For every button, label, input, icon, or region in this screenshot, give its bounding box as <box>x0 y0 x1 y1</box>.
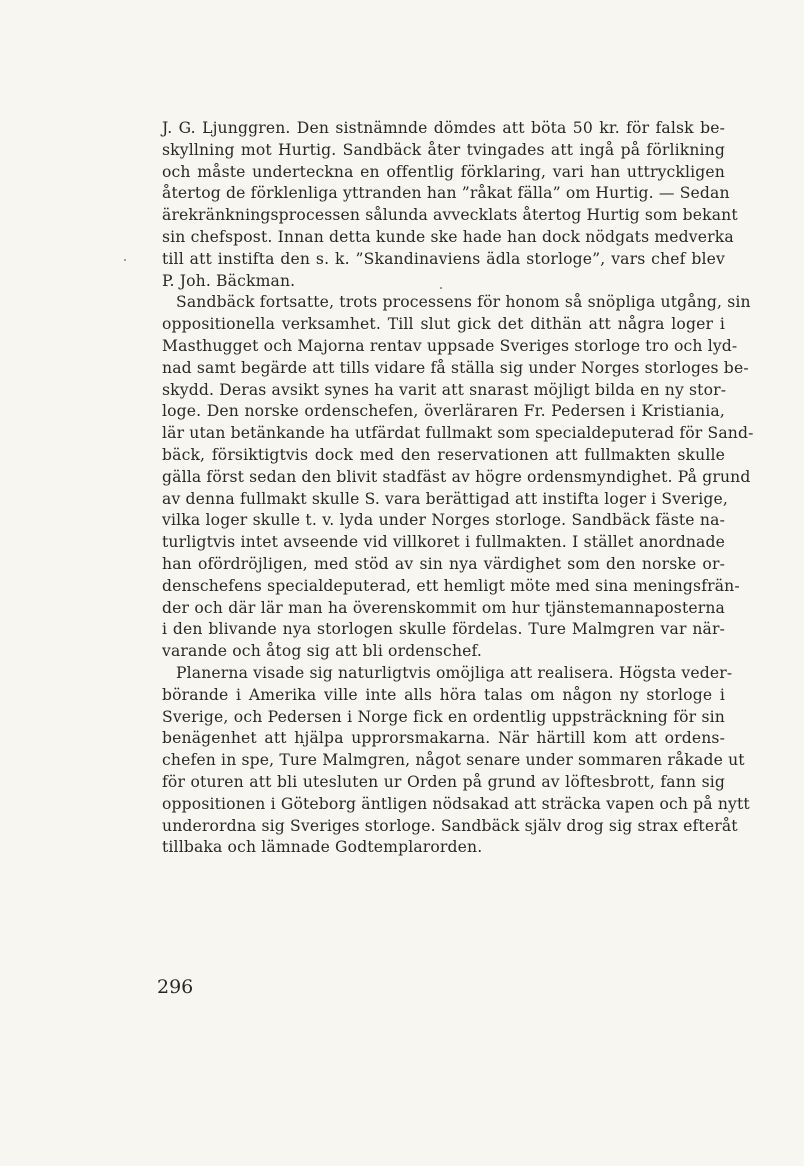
text-line: sin chefspost. Innan detta kunde ske hade han dock nödgats medverka <box>162 227 734 246</box>
text-line: skyllning mot Hurtig. Sandbäck åter tvingades att ingå på förlikning <box>162 140 725 159</box>
text-line: Masthugget och Majorna rentav uppsade Sveriges storloge tro och lyd- <box>162 336 738 355</box>
text-line: för oturen att bli utesluten ur Orden på grund av löftesbrott, fann sig <box>162 772 725 791</box>
text-line: Planerna visade sig naturligtvis omöjliga att realisera. Högsta veder- <box>176 663 733 682</box>
text-line: i den blivande nya storlogen skulle fördelas. Ture Malmgren var när- <box>162 620 725 639</box>
text-line: skydd. Deras avsikt synes ha varit att snarast möjligt bilda en ny stor- <box>162 380 727 399</box>
paragraph-1 <box>162 118 738 292</box>
text-line: ärekränkningsprocessen sålunda avvecklats återtog Hurtig som bekant <box>162 206 738 225</box>
text-line: Sverige, och Pedersen i Norge fick en ordentlig uppsträckning för sin <box>162 707 725 726</box>
text-line: varande och åtog sig att bli ordenschef. <box>162 642 482 661</box>
text-line: tillbaka och lämnade Godtemplarorden. <box>162 838 483 857</box>
text-line: oppositionella verksamhet. Till slut gick det dithän att några loger i <box>162 315 725 334</box>
text-line: och måste underteckna en offentlig förklaring, vari han uttryckligen <box>162 162 725 181</box>
text-line: återtog de förklenliga yttranden han ”råkat fälla” om Hurtig. — Sedan <box>162 184 730 203</box>
text-line: bäck, försiktigtvis dock med den reservationen att fullmakten skulle <box>162 445 725 464</box>
text-line: vilka loger skulle t. v. lyda under Norges storloge. Sandbäck fäste na- <box>162 511 725 530</box>
paragraph-2 <box>162 292 754 663</box>
text-line: J. G. Ljunggren. Den sistnämnde dömdes att böta 50 kr. för falsk be- <box>162 119 725 137</box>
text-line: loge. Den norske ordenschefen, överläraren Fr. Pedersen i Kristiania, <box>162 402 725 421</box>
text-line: benägenhet att hjälpa upprorsmakarna. När härtill kom att ordens- <box>162 729 725 748</box>
text-line: chefen in spe, Ture Malmgren, något senare under sommaren råkade ut <box>162 751 745 770</box>
text-line: till att instifta den s. k. ”Skandinaviens ädla storloge”, vars chef blev <box>162 249 725 268</box>
text-line: denschefens specialdeputerad, ett hemligt möte med sina meningsfrän- <box>162 576 740 595</box>
text-line: nad samt begärde att tills vidare få ställa sig under Norges storloges be- <box>162 358 749 377</box>
text-line: underordna sig Sveriges storloge. Sandbäck själv drog sig strax efteråt <box>162 816 738 835</box>
text-line: av denna fullmakt skulle S. vara berättigad att instifta loger i Sverige, <box>162 489 728 508</box>
text-line: lär utan betänkande ha utfärdat fullmakt som specialdeputerad för Sand- <box>162 424 754 443</box>
text-line: börande i Amerika ville inte alls höra talas om någon ny storloge i <box>162 685 725 704</box>
page-number: 296 <box>157 976 194 998</box>
paper-speck <box>440 287 442 289</box>
text-line: der och där lär man ha överenskommit om hur tjänstemannaposterna <box>162 598 725 617</box>
body-text <box>162 118 754 859</box>
text-line: oppositionen i Göteborg äntligen nödsakad att sträcka vapen och på nytt <box>162 794 750 813</box>
text-line: han ofördröjligen, med stöd av sin nya värdighet som den norske or- <box>162 554 725 573</box>
text-line: turligtvis intet avseende vid villkoret i fullmakten. I stället anordnade <box>162 533 725 552</box>
paragraph-3 <box>162 663 750 859</box>
paper-speck <box>124 259 126 261</box>
text-line: Sandbäck fortsatte, trots processens för honom så snöpliga utgång, sin <box>176 293 751 312</box>
text-line: gälla först sedan den blivit stadfäst av högre ordensmyndighet. På grund <box>162 467 751 486</box>
text-line: P. Joh. Bäckman. <box>162 271 296 290</box>
